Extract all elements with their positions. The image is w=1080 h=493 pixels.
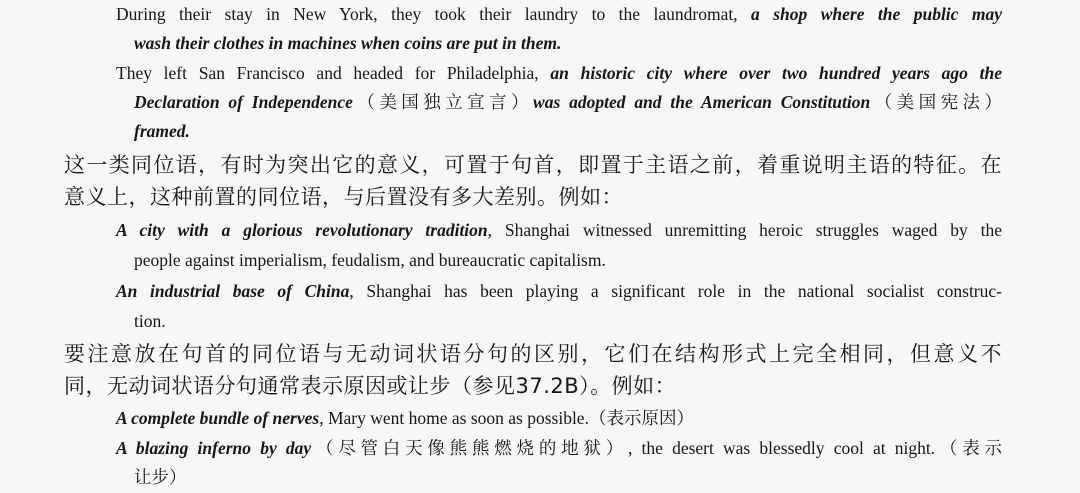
example-line xyxy=(116,283,1002,301)
text-segment: 同，无动词状语分句通常表示原因或让步（参见37.2B）。例如： xyxy=(64,374,677,398)
text-segment: They left San Francisco and headed for Philadelphia, xyxy=(116,63,551,83)
italic-segment: A complete bundle of nerves xyxy=(116,408,320,428)
text-segment: , Shanghai witnessed unremitting heroic struggles waged by the xyxy=(487,220,1002,240)
italic-segment: An industrial base of China xyxy=(116,281,350,301)
italic-segment: wash their clothes in machines when coins are put in them. xyxy=(134,33,562,53)
text-segment: people against imperialism, feudalism, and bureaucratic capitalism. xyxy=(134,250,606,270)
example-line xyxy=(116,65,1002,83)
paragraph-line xyxy=(64,155,1002,176)
paragraph-line xyxy=(64,187,623,208)
text-segment: （美国宪法） xyxy=(870,92,1003,112)
example-line xyxy=(116,222,1002,240)
example-line xyxy=(134,35,561,53)
example-line xyxy=(134,313,166,331)
example-line xyxy=(134,469,187,487)
text-segment: 让步） xyxy=(134,467,187,487)
example-line xyxy=(116,6,1002,24)
italic-segment: an historic city where over two hundred years ago the xyxy=(550,63,1002,83)
example-line xyxy=(134,123,190,141)
italic-segment: A city with a glorious revolutionary tradition xyxy=(116,220,488,240)
text-segment: （美国独立宣言） xyxy=(352,92,534,112)
text-segment: 意义上，这种前置的同位语，与后置没有多大差别。例如： xyxy=(64,185,623,209)
example-line xyxy=(116,440,1002,458)
text-segment: 这一类同位语，有时为突出它的意义，可置于句首，即置于主语之前，着重说明主语的特征。在 xyxy=(64,153,1002,177)
italic-segment: Declaration of Independence xyxy=(134,92,353,112)
italic-segment: was adopted and the American Constitution xyxy=(533,92,871,112)
italic-segment: framed. xyxy=(134,121,190,141)
paragraph-line xyxy=(64,344,1002,365)
text-segment: （尽管白天像熊熊燃烧的地狱）, the desert was blessedly cool at night.（表示 xyxy=(311,438,1002,458)
italic-segment: a shop where the public may xyxy=(751,4,1003,24)
text-segment: , Shanghai has been playing a significant role in the national socialist construc- xyxy=(349,281,1002,301)
text-segment: 要注意放在句首的同位语与无动词状语分句的区别，它们在结构形式上完全相同，但意义不 xyxy=(64,342,1002,366)
example-line xyxy=(116,410,694,428)
paragraph-line xyxy=(64,376,676,397)
italic-segment: A blazing inferno by day xyxy=(116,438,312,458)
example-line xyxy=(134,252,606,270)
example-line xyxy=(134,94,1002,112)
text-segment: tion. xyxy=(134,311,166,331)
text-segment: , Mary went home as soon as possible.（表示原因） xyxy=(319,408,694,428)
text-segment: During their stay in New York, they took their laundry to the laundromat, xyxy=(116,4,752,24)
